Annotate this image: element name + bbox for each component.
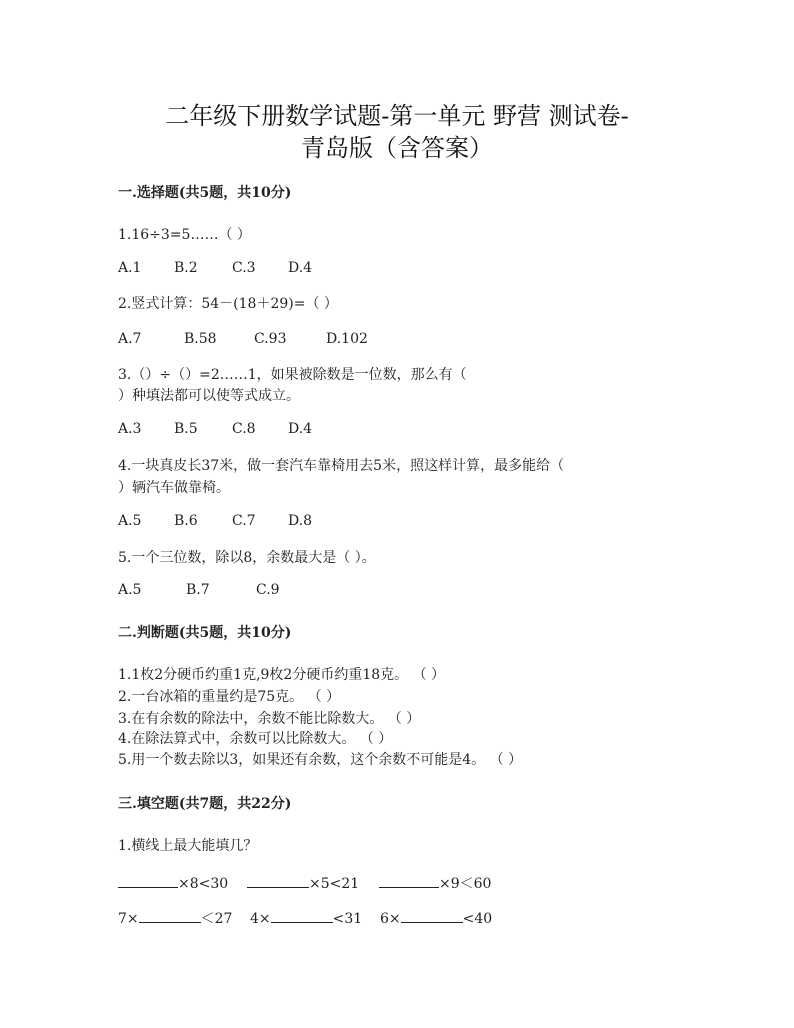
- fill-item: ×5<21: [247, 873, 359, 892]
- answer-blank[interactable]: [401, 908, 463, 923]
- option-c[interactable]: C.93: [254, 331, 287, 347]
- answer-blank[interactable]: [379, 873, 439, 888]
- option-a[interactable]: A.5: [118, 513, 142, 529]
- document-title-line1: 二年级下册数学试题-第一单元 野营 测试卷-: [165, 102, 629, 130]
- question-2: 2.竖式计算：54－(18＋29)=（ ）: [118, 296, 338, 312]
- option-c[interactable]: C.9: [256, 582, 280, 598]
- option-c[interactable]: C.8: [232, 421, 256, 437]
- fill-item: 6× <40: [380, 908, 492, 927]
- fill-item: 7× ＜27: [118, 908, 232, 928]
- judge-item-2: 2.一台冰箱的重量约是75克。 （ ）: [118, 689, 341, 705]
- option-c[interactable]: C.3: [232, 260, 256, 276]
- question-3-line2: ）种填法都可以使等式成立。: [118, 388, 300, 404]
- question-1: 1.16÷3=5……（ ）: [118, 227, 251, 243]
- fill-question-1: 1.横线上最大能填几？: [118, 838, 258, 854]
- judge-item-4: 4.在除法算式中，余数可以比除数大。 （ ）: [118, 731, 393, 747]
- document-title-line2: 青岛版（含答案）: [301, 134, 493, 162]
- question-4-line2: ）辆汽车做靠椅。: [118, 480, 230, 496]
- judge-item-5: 5.用一个数去除以3，如果还有余数，这个余数不可能是4。 （ ）: [118, 752, 523, 768]
- answer-blank[interactable]: [247, 873, 309, 888]
- option-d[interactable]: D.4: [288, 260, 313, 276]
- option-b[interactable]: B.5: [174, 421, 198, 437]
- option-c[interactable]: C.7: [232, 513, 256, 529]
- answer-blank[interactable]: [139, 908, 201, 923]
- section-header-fill: 三.填空题(共7题，共22分): [118, 796, 292, 812]
- question-4-line1: 4.一块真皮长37米，做一套汽车靠椅用去5米，照这样计算，最多能给（: [118, 458, 565, 474]
- option-b[interactable]: B.7: [186, 582, 210, 598]
- fill-item: ×9＜60: [379, 873, 491, 893]
- answer-blank[interactable]: [271, 908, 333, 923]
- option-b[interactable]: B.58: [184, 331, 217, 347]
- option-b[interactable]: B.2: [174, 260, 198, 276]
- option-a[interactable]: A.1: [118, 260, 142, 276]
- option-d[interactable]: D.8: [288, 513, 313, 529]
- section-header-choice: 一.选择题(共5题，共10分): [118, 185, 292, 201]
- question-3-line1: 3.（）÷（）=2……1，如果被除数是一位数，那么有（: [118, 367, 467, 383]
- option-a[interactable]: A.3: [118, 421, 142, 437]
- option-d[interactable]: D.4: [288, 421, 313, 437]
- option-a[interactable]: A.5: [118, 582, 142, 598]
- judge-item-3: 3.在有余数的除法中，余数不能比除数大。 （ ）: [118, 711, 421, 727]
- option-b[interactable]: B.6: [174, 513, 198, 529]
- section-header-judge: 二.判断题(共5题，共10分): [118, 625, 292, 641]
- option-a[interactable]: A.7: [118, 331, 142, 347]
- fill-item: 4× <31: [250, 908, 362, 927]
- question-5: 5.一个三位数，除以8，余数最大是（ ）。: [118, 550, 376, 566]
- answer-blank[interactable]: [118, 873, 178, 888]
- judge-item-1: 1.1枚2分硬币约重1克,9枚2分硬币约重18克。 （ ）: [118, 667, 446, 683]
- fill-item: ×8<30: [118, 873, 228, 892]
- option-d[interactable]: D.102: [326, 331, 368, 347]
